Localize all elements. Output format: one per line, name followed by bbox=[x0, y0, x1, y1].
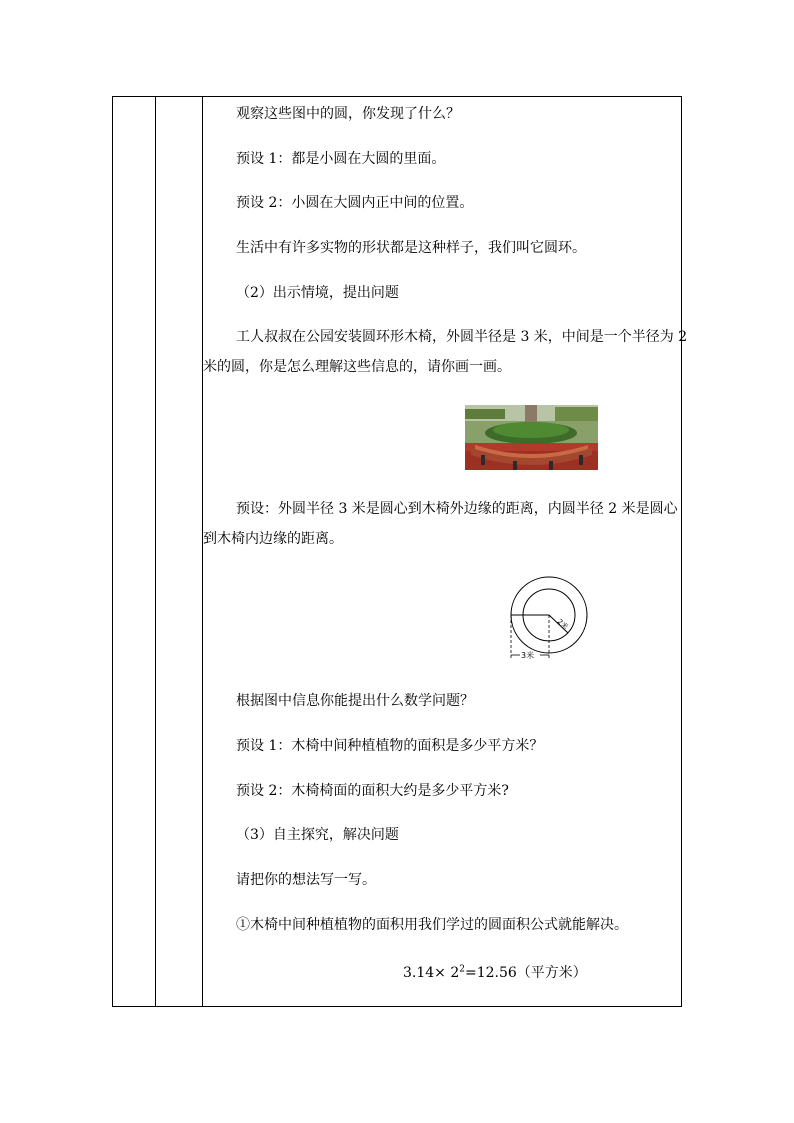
lesson-table bbox=[112, 96, 688, 1007]
worker-scenario-line-2: 米的圆，你是怎么理解这些信息的，请你画一画。 bbox=[203, 359, 511, 375]
preset-bench-area: 预设 2：木椅椅面的面积大约是多少平方米? bbox=[236, 783, 509, 799]
preset-1: 预设 1：都是小圆在大圆的里面。 bbox=[236, 151, 446, 167]
bench-photo bbox=[465, 405, 598, 470]
outer-radius-label: 3米 bbox=[521, 651, 535, 660]
preset-2: 预设 2：小圆在大圆内正中间的位置。 bbox=[236, 195, 474, 211]
solution-1: ①木椅中间种植植物的面积用我们学过的圆面积公式就能解决。 bbox=[236, 917, 628, 933]
annulus-diagram bbox=[502, 575, 592, 667]
question-math: 根据图中信息你能提出什么数学问题？ bbox=[236, 693, 474, 709]
question-observe: 观察这些图中的圆，你发现了什么？ bbox=[236, 106, 460, 122]
preset-radius-line-1: 预设：外圆半径 3 米是圆心到木椅外边缘的距离，内圆半径 2 米是圆心 bbox=[236, 501, 678, 517]
write-prompt: 请把你的想法写一写。 bbox=[236, 872, 376, 888]
step-3-heading: （3）自主探究，解决问题 bbox=[236, 827, 399, 843]
preset-planting-area: 预设 1：木椅中间种植植物的面积是多少平方米？ bbox=[236, 738, 544, 754]
formula-exponent: 2 bbox=[459, 964, 465, 975]
bench-photo-image bbox=[465, 405, 598, 470]
column-divider-1 bbox=[155, 97, 156, 1006]
annulus-definition: 生活中有许多实物的形状都是这种样子，我们叫它圆环。 bbox=[236, 240, 586, 256]
annulus-diagram-drawing bbox=[502, 575, 592, 667]
formula-result: =12.56（平方米） bbox=[465, 965, 587, 981]
step-2-heading: （2）出示情境，提出问题 bbox=[236, 285, 399, 301]
preset-radius-line-2: 到木椅内边缘的距离。 bbox=[203, 531, 343, 547]
area-formula bbox=[403, 963, 587, 983]
formula-base: 3.14× 2 bbox=[403, 965, 460, 981]
worker-scenario-line-1: 工人叔叔在公园安装圆环形木椅，外圆半径是 3 米，中间是一个半径为 2 bbox=[236, 329, 688, 345]
lesson-content-cell bbox=[203, 97, 688, 1006]
inner-radius-label: 2米 bbox=[555, 617, 570, 632]
